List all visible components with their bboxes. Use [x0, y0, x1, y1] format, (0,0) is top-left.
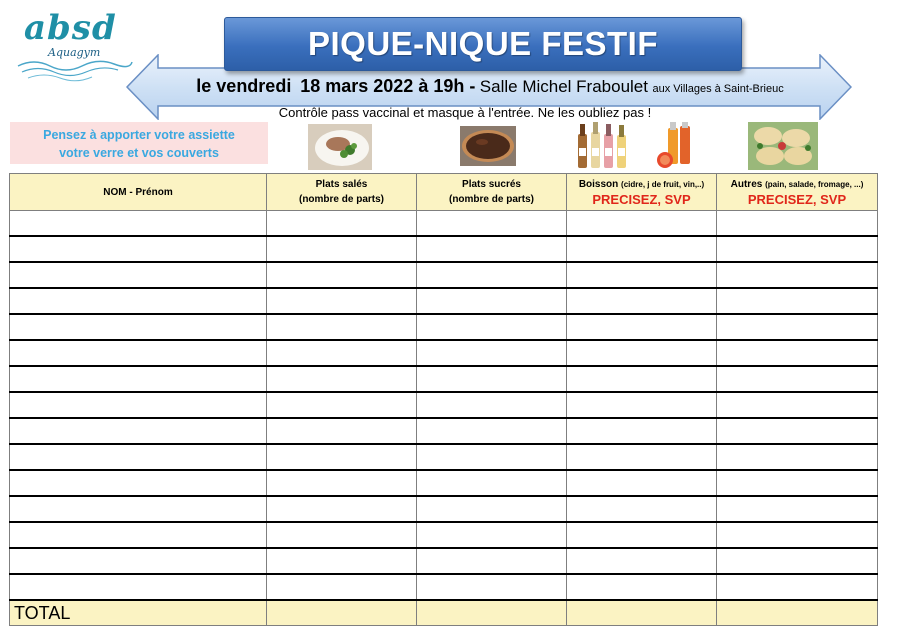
savory-cell[interactable] — [267, 288, 417, 314]
page-title: PIQUE-NIQUE FESTIF — [307, 25, 659, 62]
drinks-cell[interactable] — [567, 262, 717, 288]
table-row — [10, 211, 878, 237]
name-cell[interactable] — [10, 574, 267, 600]
others-cell[interactable] — [717, 340, 878, 366]
header-sweet: Plats sucrés (nombre de parts) — [417, 174, 567, 211]
sweet-cell[interactable] — [417, 522, 567, 548]
event-date: 18 mars 2022 à 19h - — [300, 76, 476, 96]
sweet-cell[interactable] — [417, 574, 567, 600]
drinks-precise-note: PRECISEZ, SVP — [592, 192, 691, 207]
notice-text: Contrôle pass vaccinal et masque à l'entrée. Ne les oubliez pas ! — [278, 105, 652, 120]
drinks-cell[interactable] — [567, 211, 717, 237]
sweet-cell[interactable] — [417, 262, 567, 288]
drinks-cell[interactable] — [567, 288, 717, 314]
savory-cell[interactable] — [267, 366, 417, 392]
name-cell[interactable] — [10, 444, 267, 470]
table-row — [10, 548, 878, 574]
event-location: aux Villages à Saint-Brieuc — [652, 83, 784, 95]
signup-table — [9, 173, 878, 626]
total-others-cell[interactable] — [717, 600, 878, 626]
table-row — [10, 470, 878, 496]
table-row — [10, 366, 878, 392]
sweet-cell[interactable] — [417, 418, 567, 444]
name-cell[interactable] — [10, 470, 267, 496]
others-cell[interactable] — [717, 496, 878, 522]
reminder-box — [10, 122, 268, 164]
reminder-line-1: Pensez à apporter votre assiette — [43, 128, 235, 142]
logo-brand: absd — [24, 8, 117, 48]
header-savory: Plats salés (nombre de parts) — [267, 174, 417, 211]
sweet-cell[interactable] — [417, 211, 567, 237]
savory-cell[interactable] — [267, 522, 417, 548]
event-details — [150, 76, 830, 100]
title-banner — [224, 17, 742, 71]
name-cell[interactable] — [10, 262, 267, 288]
table-row — [10, 340, 878, 366]
savory-dish-icon — [308, 124, 372, 170]
drinks-cell[interactable] — [567, 574, 717, 600]
sweet-cell[interactable] — [417, 288, 567, 314]
name-cell[interactable] — [10, 314, 267, 340]
name-cell[interactable] — [10, 236, 267, 262]
absd-logo — [14, 6, 134, 84]
table-row — [10, 392, 878, 418]
total-drinks-cell[interactable] — [567, 600, 717, 626]
total-sweet-cell[interactable] — [417, 600, 567, 626]
drinks-cell[interactable] — [567, 522, 717, 548]
name-cell[interactable] — [10, 548, 267, 574]
others-cell[interactable] — [717, 288, 878, 314]
sweet-cell[interactable] — [417, 366, 567, 392]
others-cell[interactable] — [717, 366, 878, 392]
others-cell[interactable] — [717, 444, 878, 470]
event-place: Salle Michel Fraboulet — [479, 77, 648, 96]
others-cell[interactable] — [717, 236, 878, 262]
table-row — [10, 314, 878, 340]
savory-cell[interactable] — [267, 392, 417, 418]
table-row — [10, 288, 878, 314]
table-row — [10, 522, 878, 548]
savory-cell[interactable] — [267, 444, 417, 470]
event-date-label: le vendredi — [196, 76, 292, 96]
savory-cell[interactable] — [267, 548, 417, 574]
sweet-cell[interactable] — [417, 548, 567, 574]
total-savory-cell[interactable] — [267, 600, 417, 626]
savory-cell[interactable] — [267, 314, 417, 340]
sweet-cell[interactable] — [417, 496, 567, 522]
name-cell[interactable] — [10, 418, 267, 444]
name-cell[interactable] — [10, 340, 267, 366]
table-row — [10, 444, 878, 470]
drinks-cell[interactable] — [567, 470, 717, 496]
name-cell[interactable] — [10, 366, 267, 392]
savory-cell[interactable] — [267, 470, 417, 496]
sweet-cell[interactable] — [417, 314, 567, 340]
total-row — [10, 600, 878, 626]
others-cell[interactable] — [717, 470, 878, 496]
table-header-row — [10, 174, 878, 211]
header-others: Autres (pain, salade, fromage, ...) PRECISEZ, SVP — [717, 174, 878, 211]
header-name: NOM - Prénom — [10, 174, 267, 211]
name-cell[interactable] — [10, 211, 267, 237]
drinks-cell[interactable] — [567, 340, 717, 366]
wave-icon — [14, 6, 134, 84]
others-cell[interactable] — [717, 574, 878, 600]
wine-bottles-icon — [576, 120, 634, 170]
savory-cell[interactable] — [267, 211, 417, 237]
sweet-cell[interactable] — [417, 392, 567, 418]
juice-icon — [656, 122, 696, 170]
sweet-cell[interactable] — [417, 340, 567, 366]
savory-cell[interactable] — [267, 496, 417, 522]
name-cell[interactable] — [10, 288, 267, 314]
name-cell[interactable] — [10, 392, 267, 418]
table-row — [10, 418, 878, 444]
table-row — [10, 496, 878, 522]
name-cell[interactable] — [10, 496, 267, 522]
table-row — [10, 236, 878, 262]
drinks-cell[interactable] — [567, 444, 717, 470]
salad-cheese-icon — [748, 122, 818, 170]
savory-cell[interactable] — [267, 574, 417, 600]
drinks-cell[interactable] — [567, 314, 717, 340]
others-cell[interactable] — [717, 418, 878, 444]
table-row — [10, 262, 878, 288]
sweet-cell[interactable] — [417, 236, 567, 262]
name-cell[interactable] — [10, 522, 267, 548]
reminder-line-2: votre verre et vos couverts — [59, 146, 219, 160]
total-label: TOTAL — [10, 600, 267, 626]
drinks-cell[interactable] — [567, 236, 717, 262]
savory-cell[interactable] — [267, 418, 417, 444]
header-drinks: Boisson (cidre, j de fruit, vin,..) PRECISEZ, SVP — [567, 174, 717, 211]
savory-cell[interactable] — [267, 262, 417, 288]
others-cell[interactable] — [717, 262, 878, 288]
others-cell[interactable] — [717, 392, 878, 418]
drinks-cell[interactable] — [567, 418, 717, 444]
tart-icon — [460, 126, 516, 166]
drinks-cell[interactable] — [567, 366, 717, 392]
table-row — [10, 574, 878, 600]
others-precise-note: PRECISEZ, SVP — [747, 192, 847, 207]
others-cell[interactable] — [717, 522, 878, 548]
drinks-cell[interactable] — [567, 392, 717, 418]
drinks-cell[interactable] — [567, 548, 717, 574]
others-cell[interactable] — [717, 211, 878, 237]
others-cell[interactable] — [717, 314, 878, 340]
sweet-cell[interactable] — [417, 444, 567, 470]
logo-subtitle: Aquagym — [48, 46, 101, 59]
savory-cell[interactable] — [267, 236, 417, 262]
others-cell[interactable] — [717, 548, 878, 574]
sweet-cell[interactable] — [417, 470, 567, 496]
drinks-cell[interactable] — [567, 496, 717, 522]
savory-cell[interactable] — [267, 340, 417, 366]
